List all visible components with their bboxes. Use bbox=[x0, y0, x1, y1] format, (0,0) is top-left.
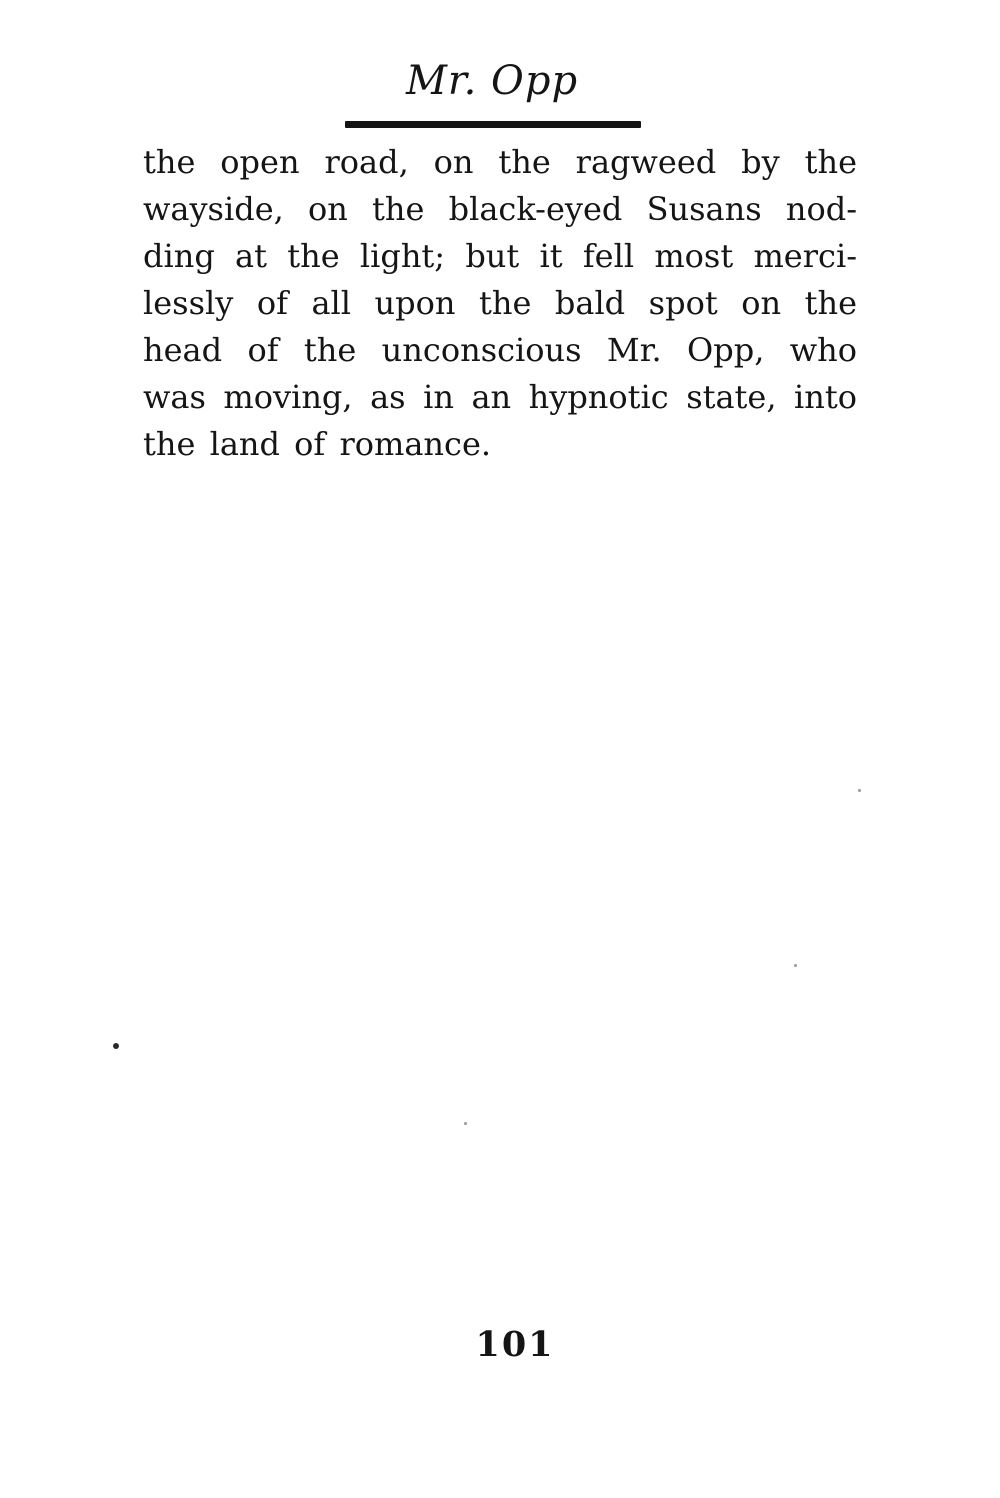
text-line: head of the unconscious Mr. Opp, who bbox=[143, 331, 857, 369]
text-line: the land of romance. bbox=[143, 425, 492, 463]
text-line: ding at the light; but it fell most merci- bbox=[143, 237, 857, 275]
text-line: the open road, on the ragweed by the bbox=[143, 143, 857, 181]
running-head-title: Mr. Opp bbox=[405, 58, 579, 104]
scan-speck bbox=[794, 964, 797, 967]
page-footer bbox=[0, 1324, 1000, 1365]
text-line: was moving, as in an hypnotic state, into bbox=[143, 378, 857, 416]
body-paragraph bbox=[143, 139, 857, 468]
scan-speck bbox=[113, 1043, 119, 1049]
text-line: wayside, on the black-eyed Susans nod- bbox=[143, 190, 857, 228]
scan-speck bbox=[858, 789, 861, 792]
scan-speck bbox=[464, 1122, 467, 1125]
header-rule bbox=[345, 121, 641, 128]
running-head bbox=[0, 57, 984, 105]
text-line: lessly of all upon the bald spot on the bbox=[143, 284, 857, 322]
page-number: 101 bbox=[475, 1324, 555, 1365]
